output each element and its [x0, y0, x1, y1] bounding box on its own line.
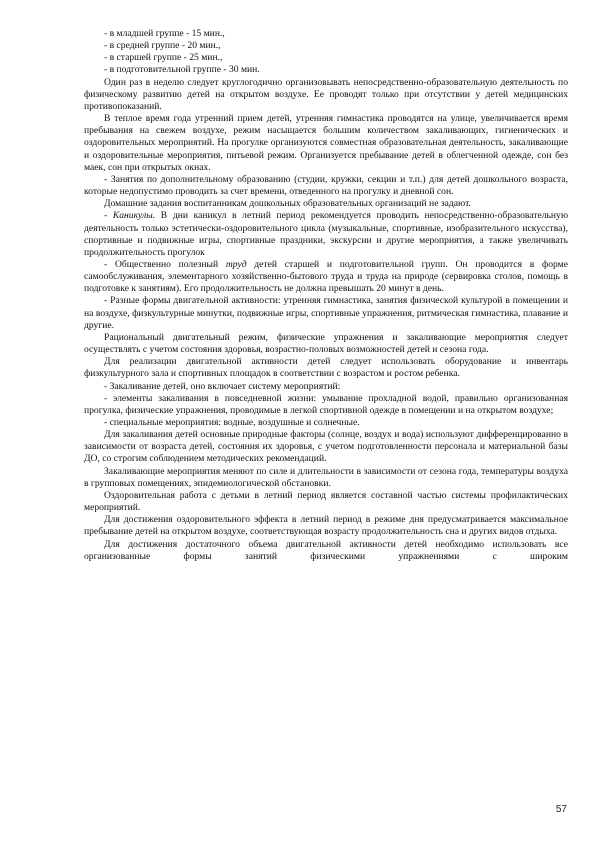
paragraph-text: - в старшей группе - 25 мин., — [104, 52, 223, 64]
paragraph-text: Один раз в неделю следует круглогодично организовывать непосредственно-образовательную деятельность по физическому развитию детей на открытом воздухе. Ее проводят только при отсутствии у детей медицинских противопоказаний. — [84, 76, 568, 112]
page-number: 57 — [555, 804, 567, 815]
paragraph — [84, 466, 568, 490]
paragraph-text: В теплое время года утренний прием детей, утренняя гимнастика проводятся на улице, увеличивается время пребывания на свежем воздухе, режим насыщается большим количеством закаливающих, гигиенических и оздоровительных мероприятий. На прогулке организуются совместная образовательная деятельность, закаливающие и оздоровительные мероприятия, питьевой режим. Организуется пребывание детей в облегченной одежде, сон без маек, сон при открытых окнах. — [84, 113, 568, 173]
paragraph-text: - элементы закаливания в повседневной жизни: умывание прохладной водой, правильно организованная прогулка, физические упражнения, проводимые в легкой спортивной одежде в помещении и на открытом воздухе; — [84, 392, 568, 416]
paragraph — [84, 113, 568, 174]
paragraph — [84, 429, 568, 465]
paragraph — [84, 295, 568, 331]
paragraph-text: В дни каникул в летний период рекомендуется проводить непосредственно-образовательную деятельность только эстетически-оздоровительного цикла (музыкальные, спортивные, изобразительного искусства), спортивные и подвижные игры, спортивные праздники, экскурсии и другие мероприятия, а также увеличивать продолжительность прогулок — [84, 210, 568, 258]
paragraph-text: Оздоровительная работа с детьми в летний период является составной частью системы профилактических мероприятий. — [84, 489, 568, 514]
paragraph-text: Для закаливания детей основные природные факторы (солнце, воздух и вода) используют дифференцированно в зависимости от возраста детей, состояния их здоровья, с учетом подготовленности персонала и материальной базы ДО, со строгим соблюдением методических рекомендаций. — [84, 429, 568, 465]
paragraph — [84, 393, 568, 417]
emphasized-term: Каникулы. — [112, 210, 156, 222]
paragraph — [84, 198, 568, 210]
paragraph — [84, 381, 568, 393]
paragraph-text: Для достижения оздоровительного эффекта в летний период в режиме дня предусматривается максимальное пребывание детей на открытом воздухе, соответствующая возрасту продолжительность сна и других видов отдыха. — [84, 514, 568, 538]
paragraph — [84, 40, 568, 52]
paragraph-text: Закаливающие мероприятия меняют по силе и длительности в зависимости от сезона года, температуры воздуха в групповых помещениях, эпидемиологической обстановки. — [84, 465, 568, 489]
paragraph — [84, 356, 568, 380]
paragraph — [84, 417, 568, 429]
paragraph — [84, 64, 568, 76]
paragraph — [84, 332, 568, 356]
paragraph-text: - в младшей группе - 15 мин., — [104, 28, 225, 39]
page-body-text — [84, 28, 568, 563]
paragraph — [84, 77, 568, 113]
paragraph-text: Домашние задания воспитанникам дошкольных образовательных организаций не задают. — [104, 198, 471, 210]
paragraph — [84, 259, 568, 295]
paragraph — [84, 28, 568, 40]
paragraph — [84, 174, 568, 198]
emphasized-term: труд — [225, 258, 247, 270]
paragraph — [84, 539, 568, 563]
paragraph-text: Для достижения достаточного объема двигательной активности детей необходимо использовать все организованные формы занятий физическими упражнениями с широким — [84, 538, 568, 562]
paragraph-text: - Закаливание детей, оно включает систему мероприятий: — [104, 380, 341, 392]
paragraph-text: Для реализации двигательной активности детей следует использовать оборудование и инвентарь физкультурного зала и спортивных площадок в соответствии с возрастом и ростом ребенка. — [84, 356, 568, 380]
paragraph-text: - в подготовительной группе - 30 мин. — [104, 64, 260, 76]
paragraph-text: - специальные мероприятия: водные, воздушные и солнечные. — [104, 417, 360, 428]
paragraph — [84, 514, 568, 538]
paragraph-text: детей старшей и подготовительной групп. Он проводится в форме самообслуживания, элементарного хозяйственно-бытового труда и труда на природе (сервировка столов, помощь в подготовке к занятиям). Его продолжительность не должна превышать 20 минут в день. — [84, 258, 568, 295]
paragraph-text: Рациональный двигательный режим, физические упражнения и закаливающие мероприятия следует осуществлять с учетом состояния здоровья, возрастно-половых возможностей детей и сезона года. — [84, 331, 568, 356]
paragraph-text: - Занятия по дополнительному образованию (студии, кружки, секции и т.п.) для детей дошкольного возраста, которые недопустимо проводить за счет времени, отведенного на прогулку и дневной сон. — [84, 173, 568, 198]
paragraph — [84, 210, 568, 259]
paragraph — [84, 52, 568, 64]
paragraph-text: - Общественно полезный — [104, 258, 226, 270]
paragraph-text: - в средней группе - 20 мин., — [104, 40, 221, 52]
paragraph — [84, 490, 568, 514]
paragraph-text: - Разные формы двигательной активности: утренняя гимнастика, занятия физической культурой в помещении и на воздухе, физкультурные минутки, подвижные игры, спортивные упражнения, ритмическая гимнастика, плавание и другие. — [84, 295, 568, 331]
paragraph-text: - — [104, 210, 113, 222]
